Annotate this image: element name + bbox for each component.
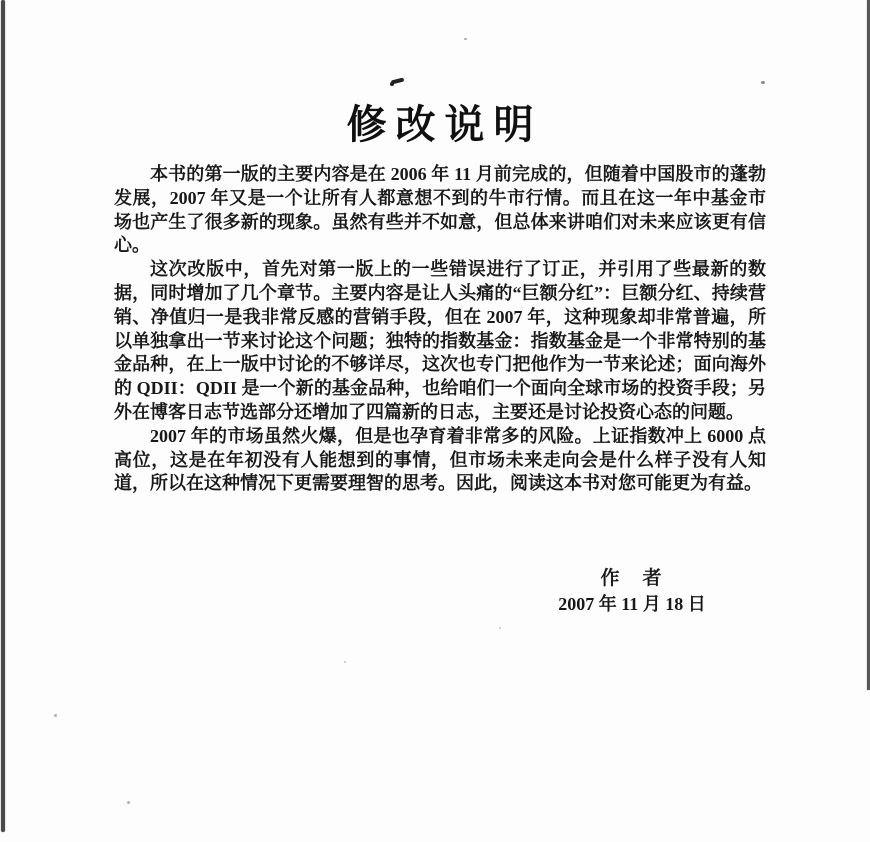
page-title: 修改说明 [346,102,543,147]
scan-speck [499,627,501,629]
scan-speck [761,81,765,84]
revision-date: 2007 年 11 月 18 日 [558,594,706,614]
author-signature: 作 者 [600,568,664,589]
body-text-block [114,163,766,496]
paragraph-1: 本书的第一版的主要内容是在 2006 年 11 月前完成的，但随着中国股市的蓬勃发展，2007 年又是一个让所有人都意想不到的牛市行情。而且在这一年中基金市场也产生了很多新的现象。虽然有些并不如意，但总体来讲咱们对未来应该更有信心。 [114,164,766,256]
scan-speck [464,38,467,40]
paragraph-3: 2007 年的市场虽然火爆，但是也孕育着非常多的风险。上证指数冲上 6000 点高位，这是在年初没有人能想到的事情，但市场未来走向会是什么样子没有人知道，所以在这种情况下更需要理智的思考。因此，阅读这本书对您可能更为有益。 [114,425,766,494]
scan-speck [344,661,346,663]
scan-edge-left-bar [1,0,5,832]
signature-block [496,568,768,615]
paragraph-2: 这次改版中，首先对第一版上的一些错误进行了订正，并引用了些最新的数据，同时增加了几个章节。主要内容是让人头痛的“巨额分红”：巨额分红、持续营销、净值归一是我非常反感的营销手段，但在 2007 年，这种现象却非常普遍，所以单独拿出一节来讨论这个问题；独特的指数基金：指数基金是一个非常特别的基金品种，在上一版中讨论的不够详尽，这次也专门把他作为一节来论述；面向海外的 QDII：QDII 是一个新的基金品种，也给咱们一个面向全球市场的投资手段；另外在博客日志节选部分还增加了四篇新的日志，主要还是讨论投资心态的问题。 [114,259,766,422]
scan-speck [127,801,130,804]
ink-smudge-mark-dot [390,82,394,86]
scan-speck [54,714,57,717]
